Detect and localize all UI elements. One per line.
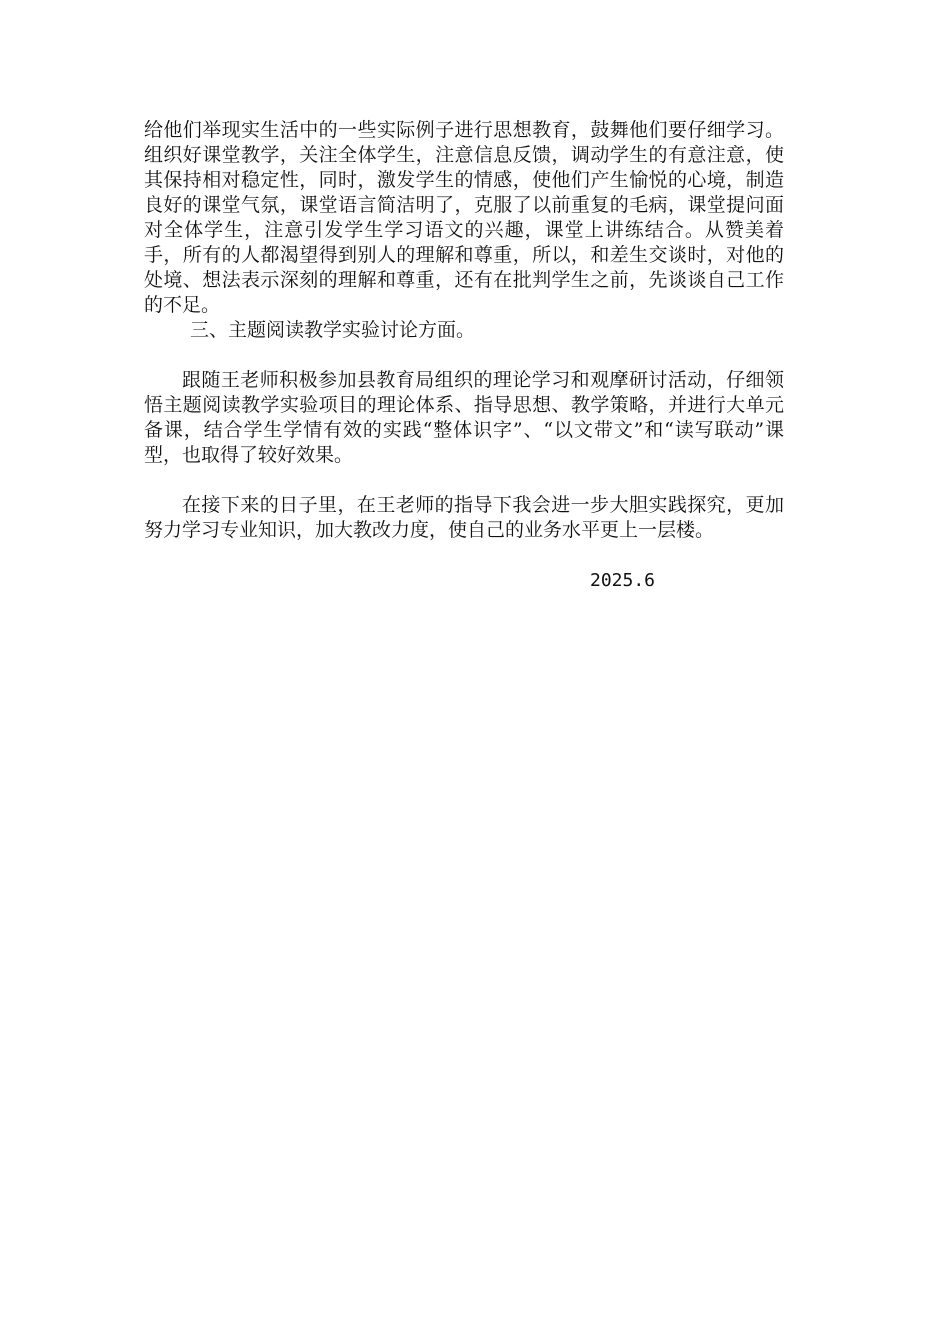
- section-heading-3: 三、主题阅读教学实验讨论方面。: [190, 319, 476, 341]
- paragraph-continuation: 给他们举现实生活中的一些实际例子进行思想教育，鼓舞他们要仔细学习。组织好课堂教学，关注全体学生，注意信息反馈，调动学生的有意注意，使其保持相对稳定性，同时，激发学生的情感，使他们产生愉悦的心境，制造良好的课堂气氛，课堂语言简洁明了，克服了以前重复的毛病，课堂提问面对全体学生，注意引发学生学习语文的兴趣，课堂上讲练结合。从赞美着手，所有的人都渴望得到别人的理解和尊重，所以，和差生交谈时，对他的处境、想法表示深刻的理解和尊重，还有在批判学生之前，先谈谈自己工作的不足。: [144, 119, 784, 316]
- document-date: 2025.6: [590, 570, 656, 591]
- document-body: [144, 118, 784, 593]
- paragraph-theme-reading: 跟随王老师积极参加县教育局组织的理论学习和观摩研讨活动，仔细领悟主题阅读教学实验项目的理论体系、指导思想、教学策略，并进行大单元备课，结合学生学情有效的实践“整体识字”、“以文带文”和“读写联动”课型，也取得了较好效果。: [144, 369, 784, 466]
- paragraph-future-plan: 在接下来的日子里，在王老师的指导下我会进一步大胆实践探究，更加努力学习专业知识，加大教改力度，使自己的业务水平更上一层楼。: [144, 494, 784, 541]
